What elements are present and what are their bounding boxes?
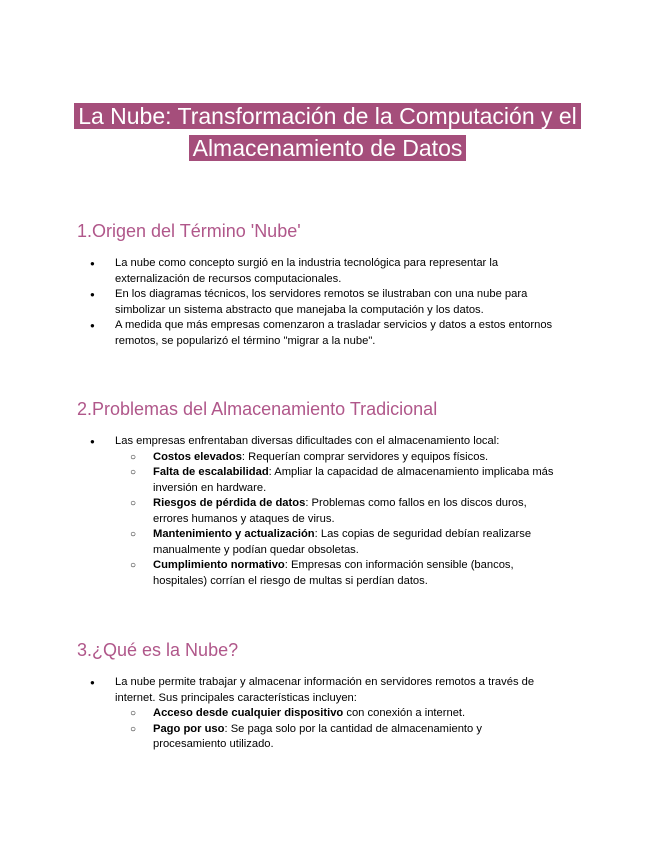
item-term: Mantenimiento y actualización [153, 528, 315, 540]
item-text: : Problemas como fallos en los discos duros, errores humanos y ataques de virus. [153, 497, 527, 525]
item-text: : Las copias de seguridad debían realizarse manualmente y podían quedar obsoletas. [153, 528, 532, 556]
bullet-list-origen [77, 256, 557, 349]
list-item-intro: Las empresas enfrentaban diversas dificultades con el almacenamiento local: [115, 435, 500, 447]
section-heading-que-es: 3.¿Qué es la Nube? [77, 640, 239, 660]
item-text: : Ampliar la capacidad de almacenamiento implicaba más inversión en hardware. [153, 466, 554, 494]
document-title [60, 100, 595, 164]
item-text: con conexión a internet. [343, 707, 466, 719]
item-text: : Requerían comprar servidores y equipos físicos. [241, 450, 489, 463]
sub-list-item [115, 558, 557, 589]
section-heading-origen: 1.Origen del Término 'Nube' [77, 221, 301, 241]
list-item [77, 675, 557, 753]
item-text: : Se paga solo por la cantidad de almacenamiento y procesamiento utilizado. [153, 722, 482, 750]
bullet-list-que-es [77, 675, 557, 753]
sub-list-item [115, 722, 557, 753]
section-heading-problemas: 2.Problemas del Almacenamiento Tradicional [77, 399, 438, 419]
list-item-intro: La nube permite trabajar y almacenar información en servidores remotos a través de internet. Sus principales características incluyen: [115, 676, 535, 704]
item-term: Acceso desde cualquier dispositivo [153, 707, 344, 719]
title-highlight: La Nube: Transformación de la Computación y el Almacenamiento de Datos [74, 103, 581, 161]
bullet-list-problemas [77, 434, 557, 589]
item-term: Falta de escalabilidad [153, 466, 269, 478]
item-text: : Empresas con información sensible (bancos, hospitales) corrían el riesgo de multas si perdían datos. [153, 559, 514, 587]
list-item [77, 434, 557, 589]
sub-list-problemas [115, 450, 557, 590]
item-term: Riesgos de pérdida de datos [153, 497, 306, 509]
sub-list-que-es [115, 706, 557, 753]
list-item: ● A medida que más empresas comenzaron a trasladar servicios y datos a estos entornos remotos, se popularizó el término "migrar a la nube". [77, 318, 557, 349]
item-term: Cumplimiento normativo [153, 559, 285, 571]
sub-list-item [115, 706, 557, 722]
sub-list-item [115, 465, 557, 496]
list-item: ● La nube como concepto surgió en la industria tecnológica para representar la externalización de recursos computacionales. [77, 256, 557, 287]
list-item: ● En los diagramas técnicos, los servidores remotos se ilustraban con una nube para simbolizar un sistema abstracto que manejaba la computación y los datos. [77, 287, 557, 318]
item-term: Costos elevados [153, 450, 242, 463]
sub-list-item [115, 527, 557, 558]
sub-list-item [115, 450, 557, 466]
sub-list-item [115, 496, 557, 527]
item-term: Pago por uso [153, 722, 225, 735]
